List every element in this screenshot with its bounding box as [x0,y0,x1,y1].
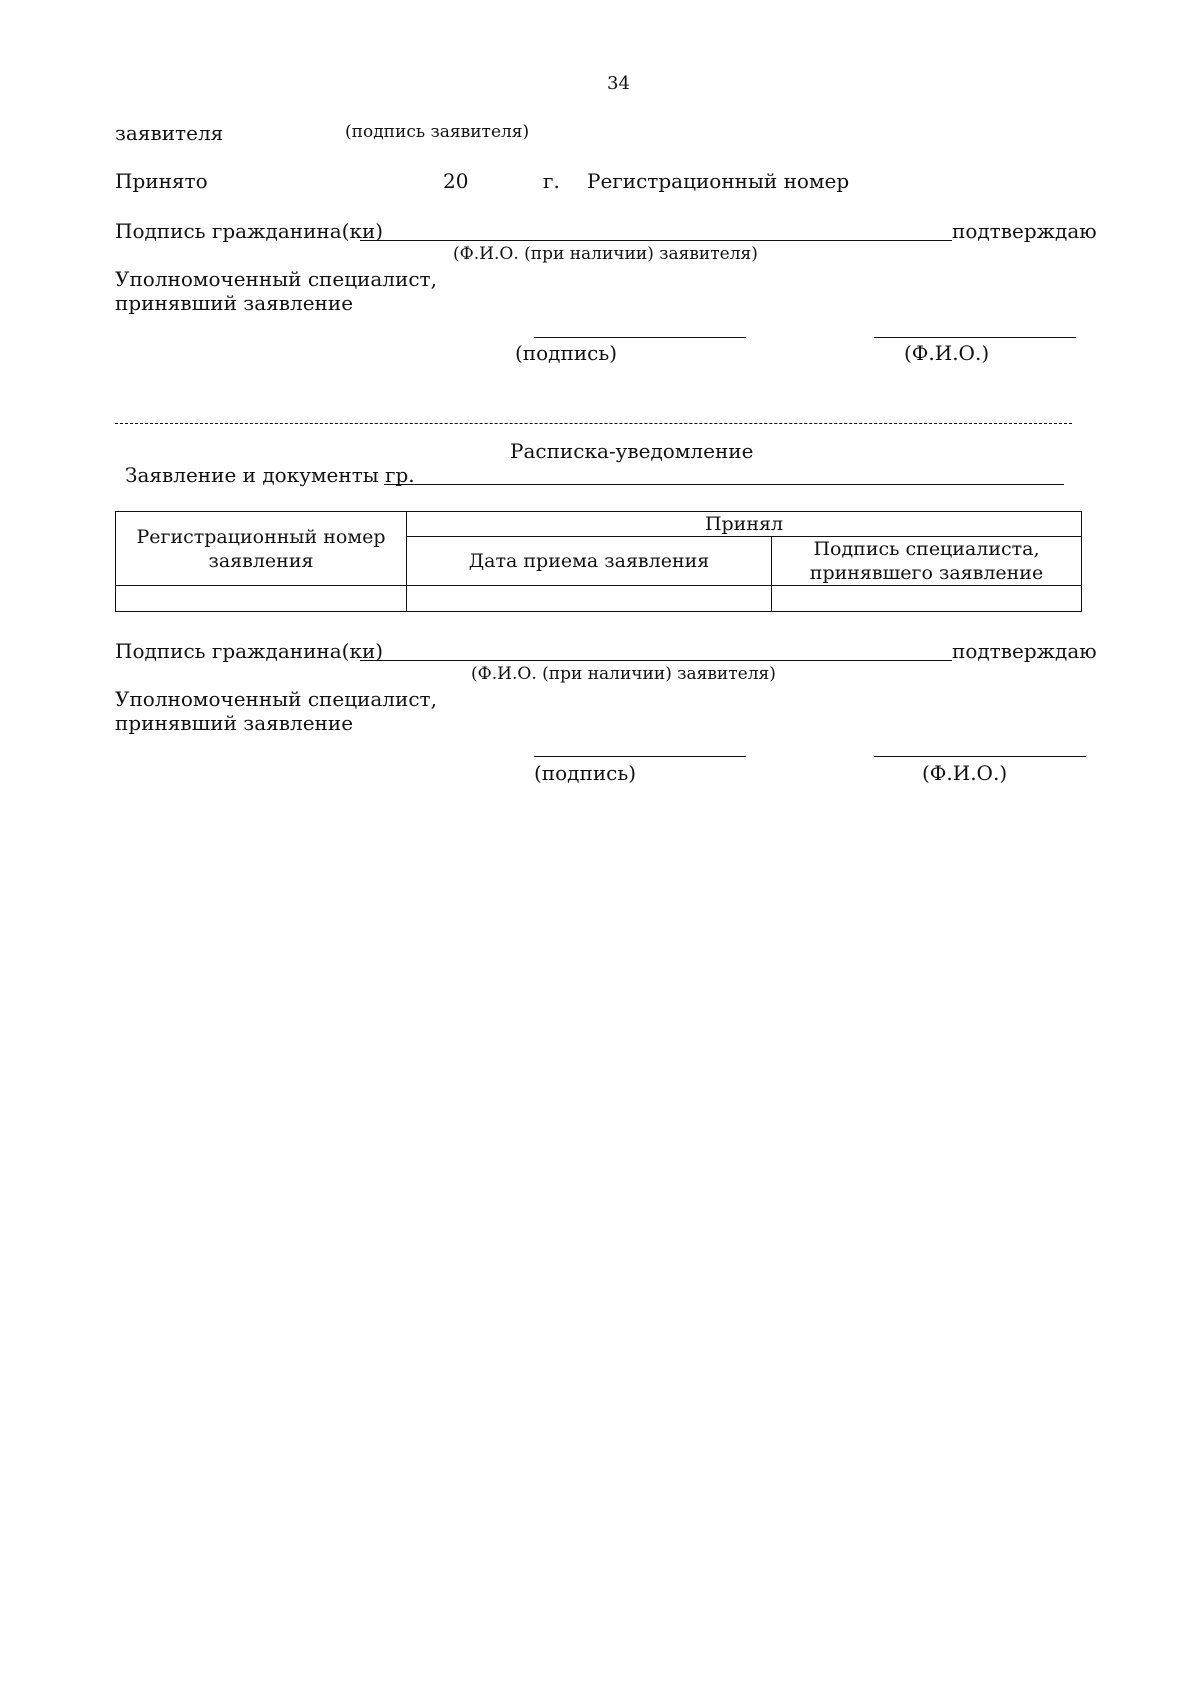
name-line-2 [874,756,1086,757]
citizen-name-line-2 [360,660,952,661]
cell-date[interactable] [407,586,772,612]
applicant-signature-caption: (подпись заявителя) [345,122,530,142]
receipt-title: Расписка-уведомление [510,439,754,463]
fio-caption-2: (Ф.И.О. (при наличии) заявителя) [471,664,776,684]
col-date-header: Дата приема заявления [407,537,772,586]
citizen-signature-label-2: Подпись гражданина(ки) [115,639,384,663]
name-caption-2: (Ф.И.О.) [922,761,1008,785]
citizen-name-line [360,240,952,241]
specialist-line1: Уполномоченный специалист, [115,267,437,291]
signature-line-2 [534,756,746,757]
page-number: 34 [607,73,630,94]
signature-line [534,337,746,338]
reg-number-label: Регистрационный номер [587,169,850,193]
confirm-word: подтверждаю [952,219,1097,243]
group-accepted-header: Принял [407,512,1082,537]
col-reg-number-header: Регистрационный номер заявления [116,512,407,586]
documents-line [384,484,1064,485]
specialist-line1-2: Уполномоченный специалист, [115,687,437,711]
confirm-word-2: подтверждаю [952,639,1097,663]
applicant-word: заявителя [115,121,224,145]
documents-label: Заявление и документы гр. [125,463,415,487]
accepted-label: Принято [115,169,208,193]
year-suffix: г. [543,169,560,193]
signature-caption: (подпись) [515,341,618,365]
cell-reg-number[interactable] [116,586,407,612]
fio-caption: (Ф.И.О. (при наличии) заявителя) [453,244,758,264]
col-signature-header: Подпись специалиста, принявшего заявление [772,537,1082,586]
receipt-table [115,511,1082,612]
signature-caption-2: (подпись) [534,761,637,785]
year-prefix: 20 [443,169,469,193]
specialist-line2-2: принявший заявление [115,711,354,735]
cell-signature[interactable] [772,586,1082,612]
citizen-signature-label: Подпись гражданина(ки) [115,219,384,243]
table-header-row [116,512,1082,537]
cut-line [115,423,1072,424]
name-caption: (Ф.И.О.) [904,341,990,365]
name-line [874,337,1076,338]
table-row [116,586,1082,612]
specialist-line2: принявший заявление [115,291,354,315]
